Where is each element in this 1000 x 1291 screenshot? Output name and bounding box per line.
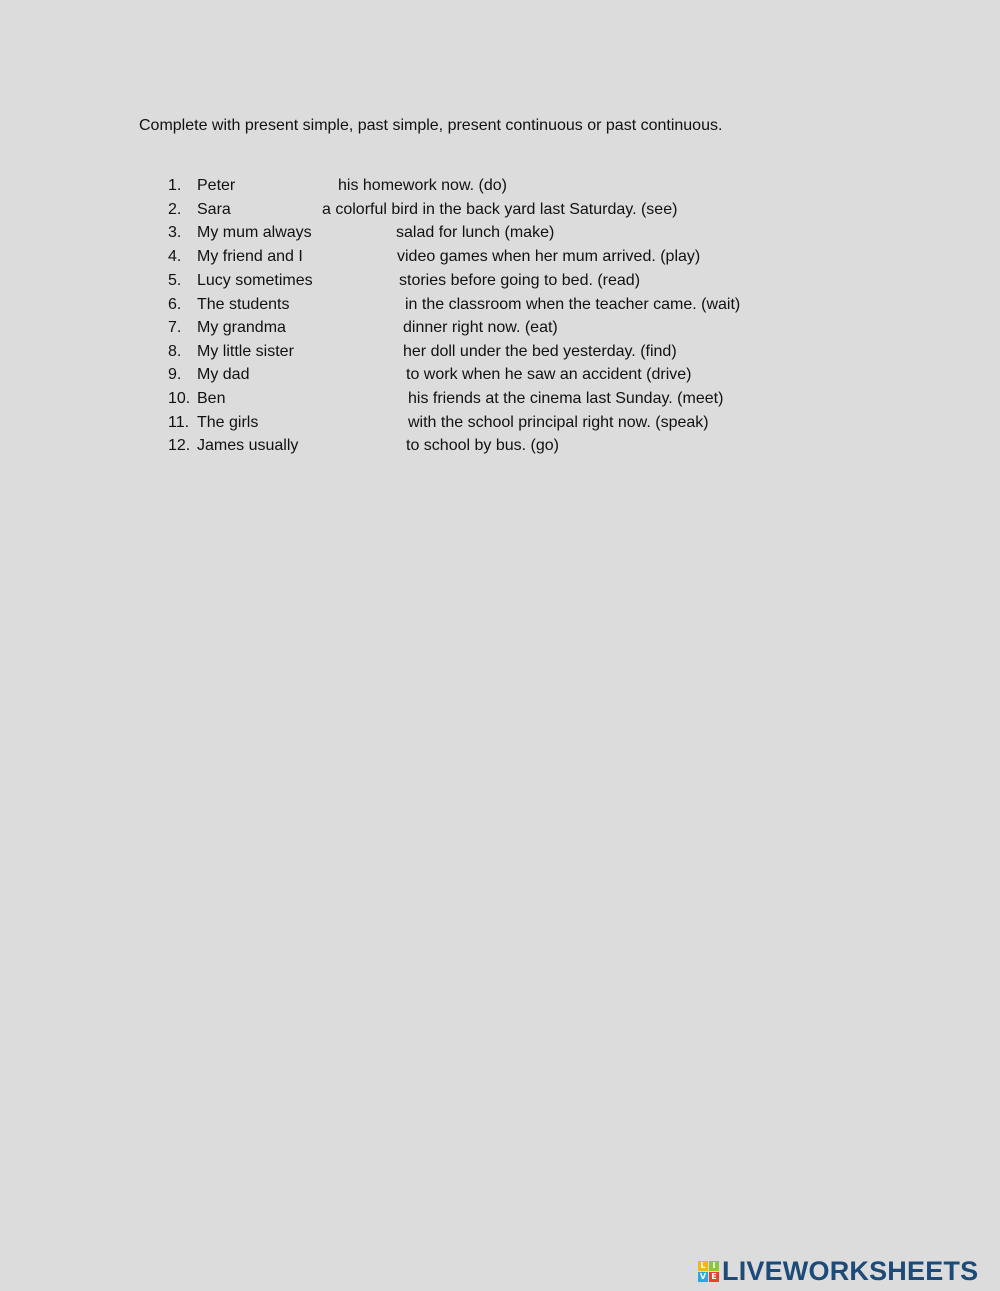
item-rest: a colorful bird in the back yard last Saturday. (see) xyxy=(322,201,678,218)
item-number: 7. xyxy=(168,319,182,336)
item-subject: The students xyxy=(197,296,290,313)
item-subject: My mum always xyxy=(197,224,312,241)
exercise-list xyxy=(0,0,1000,480)
item-number: 11. xyxy=(168,414,190,431)
answer-input-9[interactable] xyxy=(258,366,404,386)
item-subject: Ben xyxy=(197,390,226,407)
item-number: 6. xyxy=(168,296,182,313)
item-rest: to school by bus. (go) xyxy=(406,437,559,454)
item-subject: Lucy sometimes xyxy=(197,272,313,289)
item-number: 8. xyxy=(168,343,182,360)
item-rest: dinner right now. (eat) xyxy=(403,319,558,336)
item-number: 2. xyxy=(168,201,182,218)
item-rest: in the classroom when the teacher came. (wait) xyxy=(405,296,741,313)
item-rest: salad for lunch (make) xyxy=(396,224,555,241)
item-subject: The girls xyxy=(197,414,259,431)
instruction-text: Complete with present simple, past simple, present continuous or past continuous. xyxy=(139,117,723,134)
logo-letter-i: I xyxy=(709,1261,719,1271)
item-number: 10. xyxy=(168,390,191,407)
answer-input-3[interactable] xyxy=(320,224,396,244)
liveworksheets-logo xyxy=(698,1258,978,1284)
live-blocks-icon xyxy=(698,1261,719,1282)
item-rest: his homework now. (do) xyxy=(338,177,507,194)
logo-letter-v: V xyxy=(699,1271,707,1281)
item-rest: with the school principal right now. (speak) xyxy=(408,414,709,431)
item-subject: Peter xyxy=(197,177,236,194)
item-number: 4. xyxy=(168,248,182,265)
answer-input-11[interactable] xyxy=(264,414,408,434)
item-rest: stories before going to bed. (read) xyxy=(399,272,641,289)
item-subject: Sara xyxy=(197,201,231,218)
item-number: 3. xyxy=(168,224,182,241)
item-subject: My dad xyxy=(197,366,250,383)
item-rest: to work when he saw an accident (drive) xyxy=(406,366,692,383)
answer-input-7[interactable] xyxy=(294,319,402,339)
logo-letter-e: E xyxy=(709,1272,719,1282)
logo-text: LIVEWORKSHEETS xyxy=(722,1256,979,1286)
answer-input-5[interactable] xyxy=(318,272,398,292)
item-number: 5. xyxy=(168,272,182,289)
item-number: 1. xyxy=(168,177,182,194)
item-number: 12. xyxy=(168,437,191,454)
logo-letter-l: L xyxy=(698,1261,708,1271)
item-subject: My friend and I xyxy=(197,248,303,265)
answer-input-8[interactable] xyxy=(306,343,402,363)
answer-input-12[interactable] xyxy=(302,437,404,457)
item-rest: video games when her mum arrived. (play) xyxy=(397,248,701,265)
item-rest: her doll under the bed yesterday. (find) xyxy=(403,343,677,360)
item-rest: his friends at the cinema last Sunday. (meet) xyxy=(408,390,724,407)
answer-input-4[interactable] xyxy=(314,248,396,268)
answer-input-1[interactable] xyxy=(242,177,338,197)
answer-input-10[interactable] xyxy=(232,390,406,410)
item-number: 9. xyxy=(168,366,182,383)
answer-input-2[interactable] xyxy=(234,201,322,221)
item-subject: My little sister xyxy=(197,343,294,360)
item-subject: James usually xyxy=(197,437,299,454)
answer-input-6[interactable] xyxy=(296,296,404,316)
item-subject: My grandma xyxy=(197,319,286,336)
